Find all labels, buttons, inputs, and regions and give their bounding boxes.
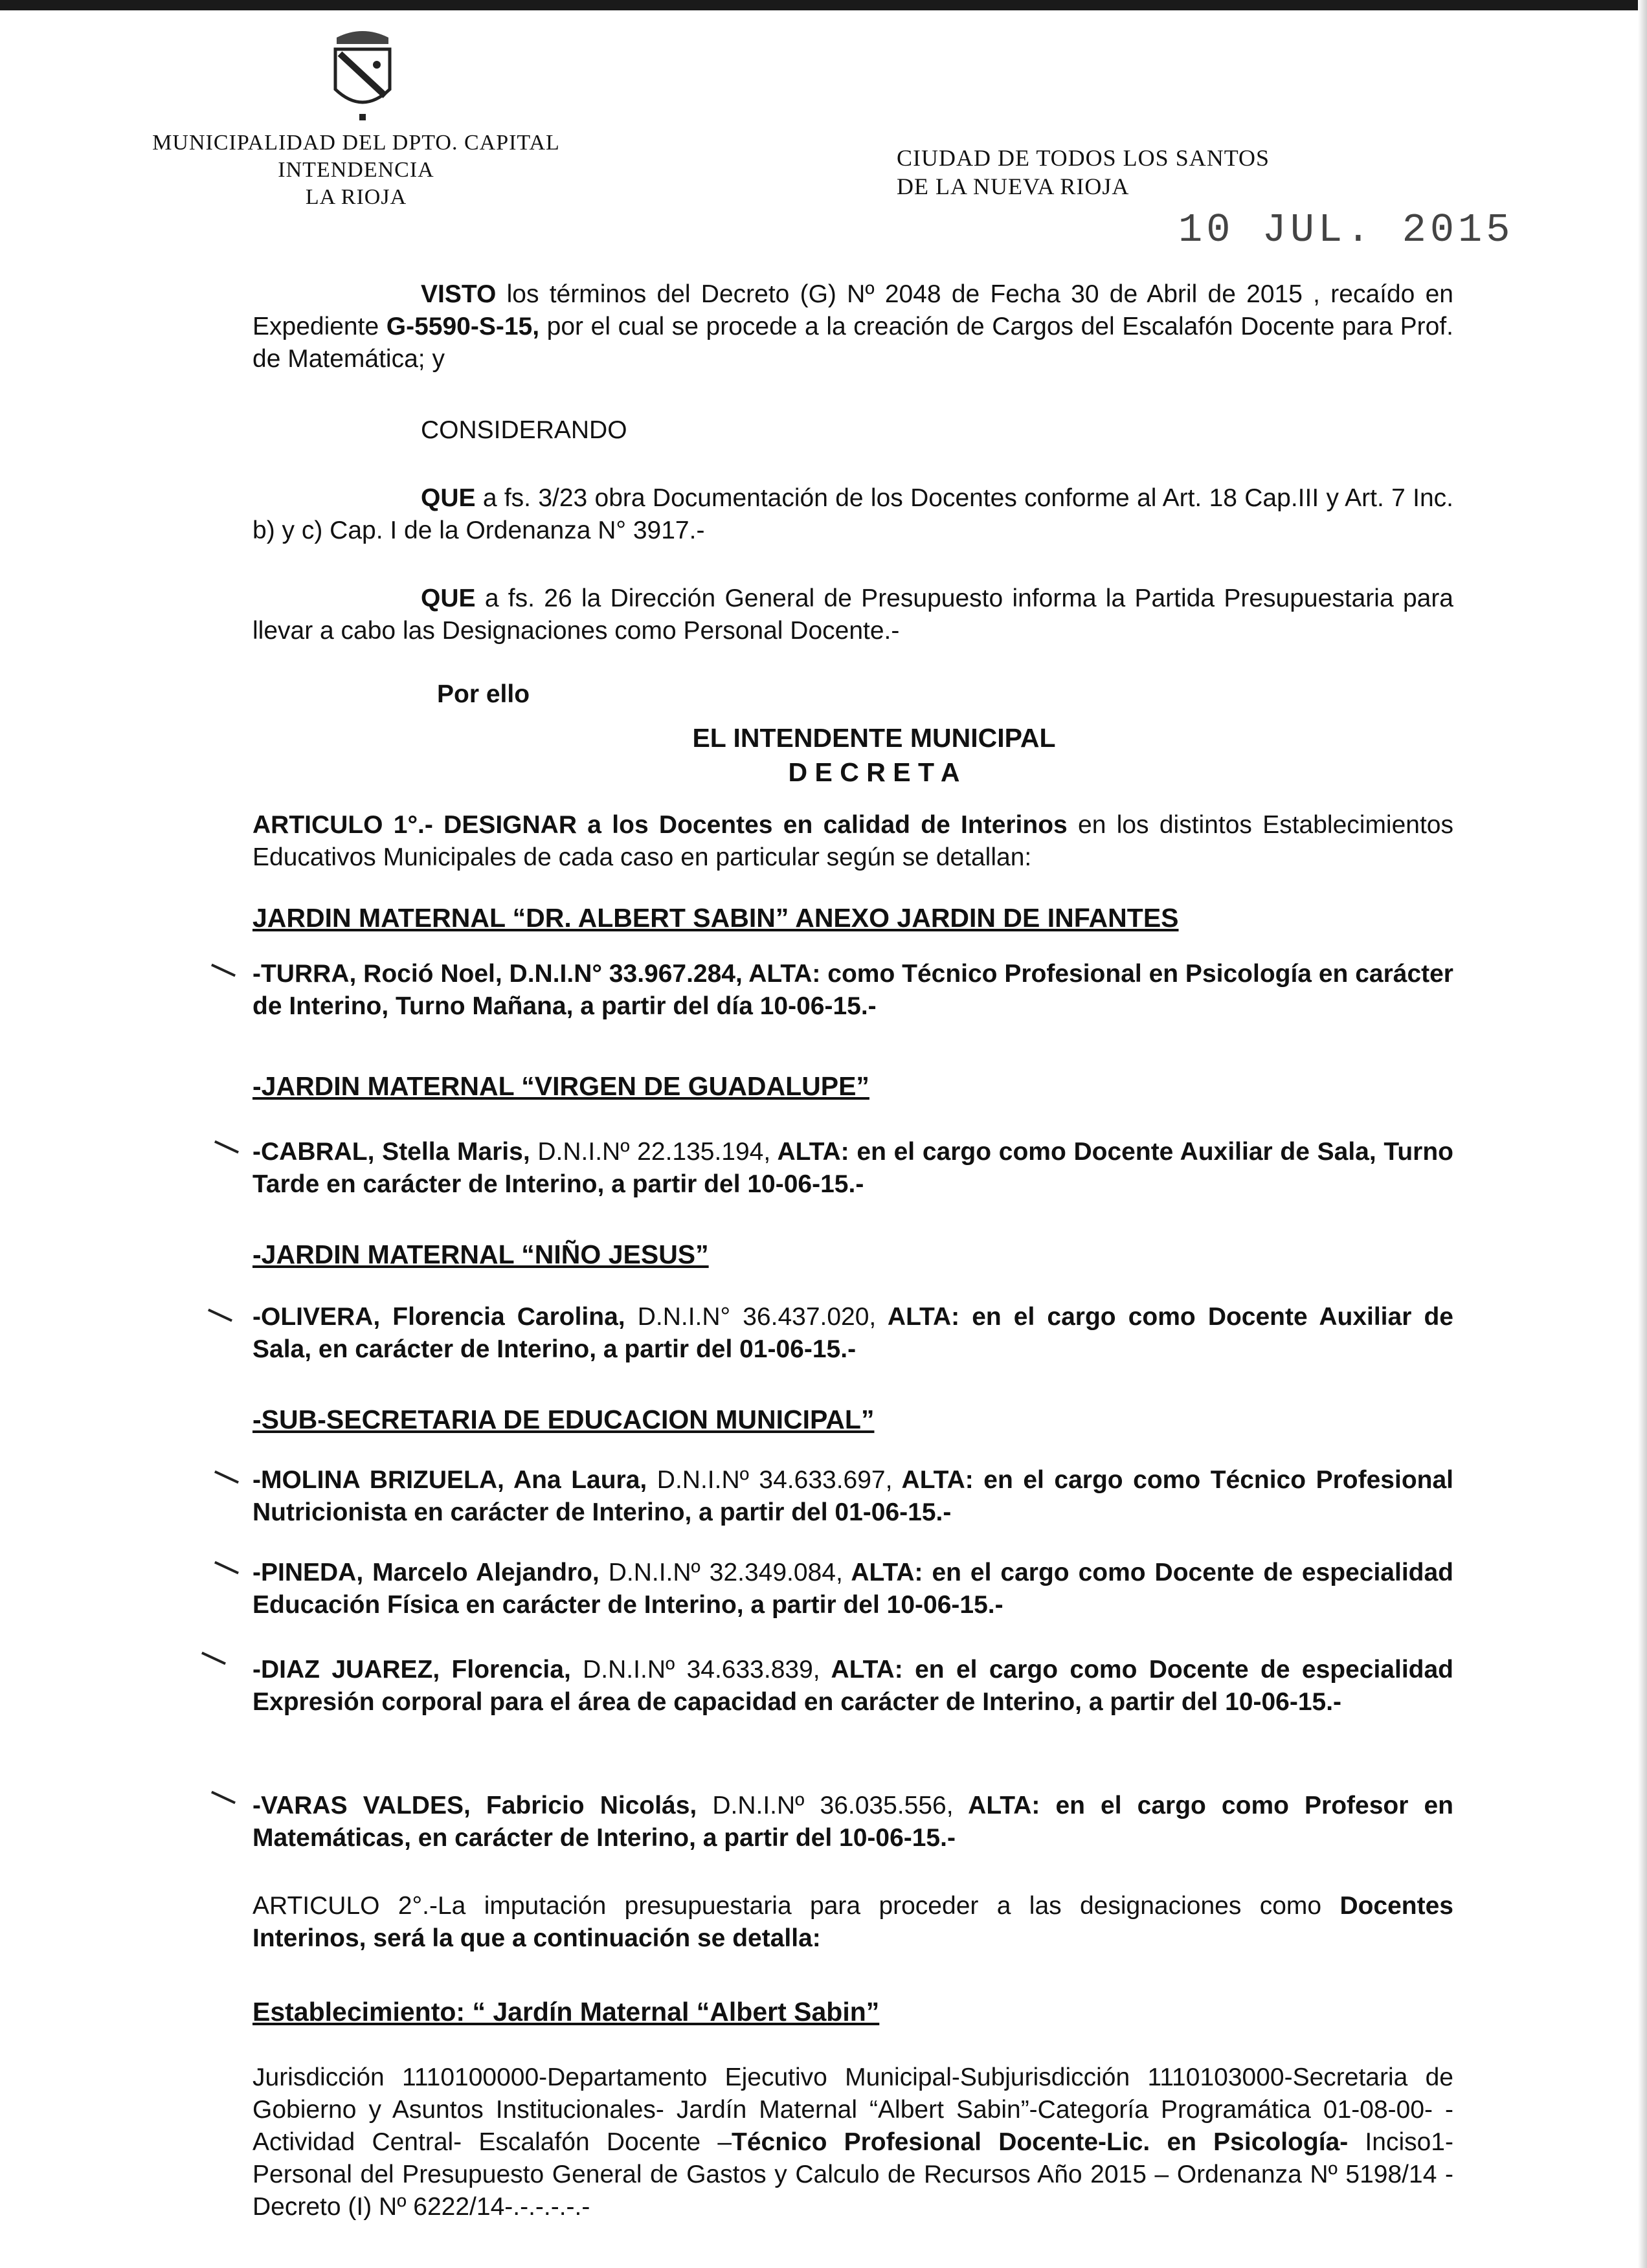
city-header [897,144,1479,201]
articulo-2-lead: ARTICULO 2°.- [252,1892,438,1920]
entry-cabral [252,1136,1453,1201]
margin-tick [214,1561,239,1575]
que-1-text: a fs. 3/23 obra Documentación de los Docentes conforme al Art. 18 Cap.III y Art. 7 Inc. b) y c) Cap. I de la Ordenanza N° 3917.- [252,484,1453,544]
header-line-3: LA RIOJA [305,185,407,209]
entry-turra [252,958,1453,1023]
entry-cabral-name: -CABRAL, Stella Maris, [252,1138,530,1166]
date-stamp: 10 JUL. 2015 [1178,207,1514,253]
que-2-lead: QUE [421,584,476,612]
entry-diaz-dni: D.N.I.Nº 34.633.839, [570,1656,820,1684]
entry-molina-dni: D.N.I.Nº 34.633.697, [647,1466,893,1494]
por-ello: Por ello [437,680,530,708]
entry-turra-name: -TURRA, Roció Noel, [252,960,502,988]
margin-tick [214,1471,239,1484]
que-1-lead: QUE [421,484,476,512]
jurisdiccion-tail: Inciso1- Personal del Presupuesto General de Gastos y Calculo de Recursos Año 2015 – Ordenanza Nº 5198/14 -Decreto (I) Nº 6222/14-.-.-.-.-.- [252,2128,1453,2221]
visto-lead: VISTO [421,280,497,308]
expediente-number: G-5590-S-15, [386,313,540,340]
margin-tick [211,964,236,977]
city-line-2: DE LA NUEVA RIOJA [897,173,1130,199]
entry-olivera-dni: D.N.I.N° 36.437.020, [625,1303,877,1331]
section-heading-albert-sabin: JARDIN MATERNAL “DR. ALBERT SABIN” ANEXO JARDIN DE INFANTES [252,903,1179,933]
entry-pineda-name: -PINEDA, Marcelo Alejandro, [252,1559,599,1586]
entry-cabral-detail: ALTA: en el cargo como Docente Auxiliar de Sala, Turno Tarde en carácter de Interino, a partir del 10-06-15.- [252,1138,1453,1198]
que-paragraph-1 [252,482,1453,547]
decree-title-2: D E C R E T A [788,757,960,787]
entry-diaz-name: -DIAZ JUAREZ, Florencia, [252,1656,571,1684]
visto-tail: por el cual se procede a la creación de Cargos del Escalafón Docente para Prof. de Matemática; y [252,313,1453,373]
que-paragraph-2 [252,583,1453,647]
jurisdiccion-paragraph [252,2062,1453,2223]
articulo-2-tail: Docentes Interinos, será la que a continuación se detalla: [252,1892,1453,1952]
entry-olivera-name: -OLIVERA, Florencia Carolina, [252,1303,625,1331]
establecimiento-heading: Establecimiento: “ Jardín Maternal “Albert Sabin” [252,1997,880,2027]
municipality-header [97,129,615,211]
scan-top-border [0,0,1647,10]
entry-varas-detail: ALTA: en el cargo como Profesor en Matemáticas, en carácter de Interino, a partir del 10-06-15.- [252,1792,1453,1852]
entry-molina-detail: ALTA: en el cargo como Técnico Profesional Nutricionista en carácter de Interino, a partir del 01-06-15.- [252,1466,1453,1526]
section-heading-sub-secretaria: -SUB-SECRETARIA DE EDUCACION MUNICIPAL” [252,1405,875,1434]
articulo-2 [252,1890,1453,1955]
margin-tick [201,1652,226,1665]
city-line-1: CIUDAD DE TODOS LOS SANTOS [897,145,1270,171]
jurisdiccion-text: Jurisdicción 1110100000-Departamento Ejecutivo Municipal-Subjurisdicción 1110103000-Secretaria de Gobierno y Asuntos Institucionales- Jardín Maternal “Albert Sabin”-Categoría Programática 01-08-00- -Actividad Central- Escalafón Docente – [252,2063,1453,2156]
entry-pineda-detail: ALTA: en el cargo como Docente de especialidad Educación Física en carácter de Interino, a partir del 10-06-15.- [252,1559,1453,1619]
entry-turra-dni: D.N.I.N° 33.967.284, [502,960,743,988]
header-line-2: INTENDENCIA [278,158,434,182]
decree-title-1: EL INTENDENTE MUNICIPAL [692,723,1056,753]
jurisdiccion-bold: Técnico Profesional Docente-Lic. en Psicología- [732,2128,1349,2156]
entry-diaz [252,1654,1453,1718]
entry-varas-dni: D.N.I.Nº 36.035.556, [697,1792,954,1819]
entry-varas-name: -VARAS VALDES, Fabricio Nicolás, [252,1792,697,1819]
entry-turra-detail: ALTA: como Técnico Profesional en Psicología en carácter de Interino, Turno Mañana, a partir del día 10-06-15.- [252,960,1453,1020]
section-heading-nino-jesus: -JARDIN MATERNAL “NIÑO JESUS” [252,1240,709,1269]
entry-olivera-detail: ALTA: en el cargo como Docente Auxiliar de Sala, en carácter de Interino, a partir del 01-06-15.- [252,1303,1453,1363]
section-heading-virgen-de-guadalupe: -JARDIN MATERNAL “VIRGEN DE GUADALUPE” [252,1071,869,1101]
visto-paragraph [252,278,1453,375]
considerando-heading: CONSIDERANDO [421,416,627,444]
visto-text: los términos del Decreto (G) Nº 2048 de Fecha 30 de Abril de 2015 , recaído en Expediente [252,280,1453,340]
articulo-1-lead: ARTICULO 1°.- DESIGNAR a los Docentes en calidad de Interinos [252,811,1068,839]
entry-cabral-dni: D.N.I.Nº 22.135.194, [530,1138,771,1166]
articulo-1 [252,809,1453,874]
entry-pineda-dni: D.N.I.Nº 32.349.084, [599,1559,843,1586]
municipal-seal-icon [324,25,401,122]
entry-molina [252,1464,1453,1529]
entry-pineda [252,1557,1453,1621]
entry-diaz-detail: ALTA: en el cargo como Docente de especialidad Expresión corporal para el área de capacidad en carácter de Interino, a partir del 10-06-15.- [252,1656,1453,1716]
que-2-text: a fs. 26 la Dirección General de Presupuesto informa la Partida Presupuestaria para llevar a cabo las Designaciones como Personal Docente.- [252,584,1453,645]
articulo-1-text: en los distintos Establecimientos Educativos Municipales de cada caso en particular según se detallan: [252,811,1453,871]
entry-molina-name: -MOLINA BRIZUELA, Ana Laura, [252,1466,647,1494]
margin-tick [211,1791,236,1805]
articulo-2-text: La imputación presupuestaria para proceder a las designaciones como [437,1892,1340,1920]
margin-tick [214,1140,239,1154]
scan-right-edge [1638,0,1647,2268]
entry-varas [252,1790,1453,1854]
header-line-1: MUNICIPALIDAD DEL DPTO. CAPITAL [152,131,560,155]
entry-olivera [252,1301,1453,1366]
margin-tick [208,1309,232,1322]
